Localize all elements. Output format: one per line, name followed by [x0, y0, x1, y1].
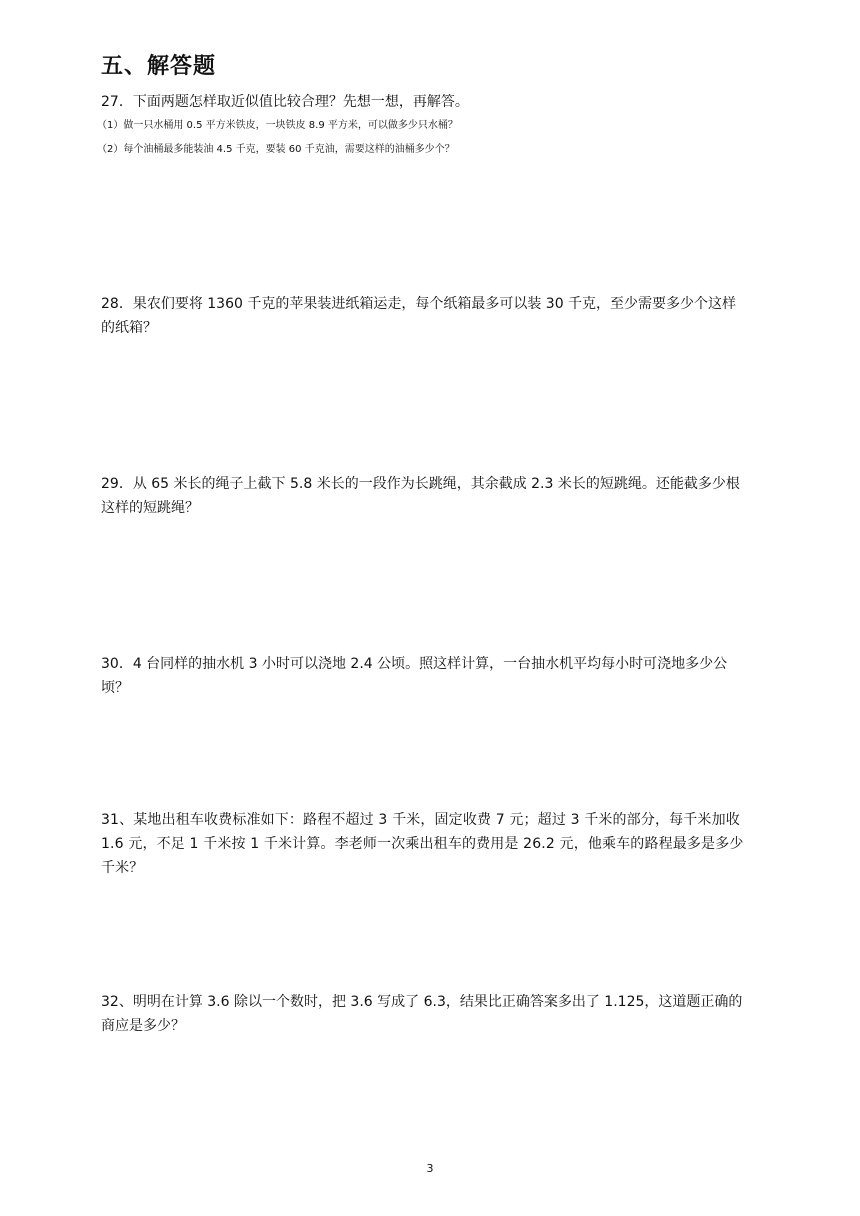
question-31-line-3: 千米？ — [101, 860, 144, 876]
question-30 — [101, 652, 769, 700]
question-27 — [97, 90, 769, 162]
question-29-line-2: 这样的短跳绳？ — [101, 500, 199, 516]
question-30-line-2: 顷？ — [101, 680, 129, 696]
question-32 — [101, 990, 769, 1038]
question-29-line-1: 29．从 65 米长的绳子上截下 5.8 米长的一段作为长跳绳，其余截成 2.3 米长的短跳绳。还能截多少根 — [101, 476, 740, 492]
question-31-line-1: 31、某地出租车收费标准如下：路程不超过 3 千米，固定收费 7 元；超过 3 千米的部分，每千米加收 — [101, 812, 740, 828]
question-32-line-2: 商应是多少？ — [101, 1018, 185, 1034]
question-27-part-2: （2）每个油桶最多能装油 4.5 千克，要装 60 千克油，需要这样的油桶多少个？ — [97, 144, 455, 155]
section-title: 五、解答题 — [101, 54, 217, 79]
question-29 — [101, 472, 769, 520]
page-number: 3 — [426, 1162, 434, 1175]
question-30-line-1: 30．4 台同样的抽水机 3 小时可以浇地 2.4 公顷。照这样计算，一台抽水机平均每小时可浇地多少公 — [101, 656, 728, 672]
question-32-line-1: 32、明明在计算 3.6 除以一个数时，把 3.6 写成了 6.3，结果比正确答案多出了 1.125，这道题正确的 — [101, 994, 743, 1010]
question-27-stem: 27．下面两题怎样取近似值比较合理？先想一想，再解答。 — [101, 94, 469, 110]
question-28 — [101, 292, 769, 340]
question-28-line-1: 28．果农们要将 1360 千克的苹果装进纸箱运走，每个纸箱最多可以装 30 千克，至少需要多少个这样 — [101, 296, 737, 312]
question-28-line-2: 的纸箱？ — [101, 320, 157, 336]
question-31-line-2: 1.6 元，不足 1 千米按 1 千米计算。李老师一次乘出租车的费用是 26.2 元，他乘车的路程最多是多少 — [101, 836, 744, 852]
question-31 — [101, 808, 769, 880]
question-27-part-1: （1）做一只水桶用 0.5 平方米铁皮，一块铁皮 8.9 平方米，可以做多少只水桶？ — [97, 120, 458, 131]
